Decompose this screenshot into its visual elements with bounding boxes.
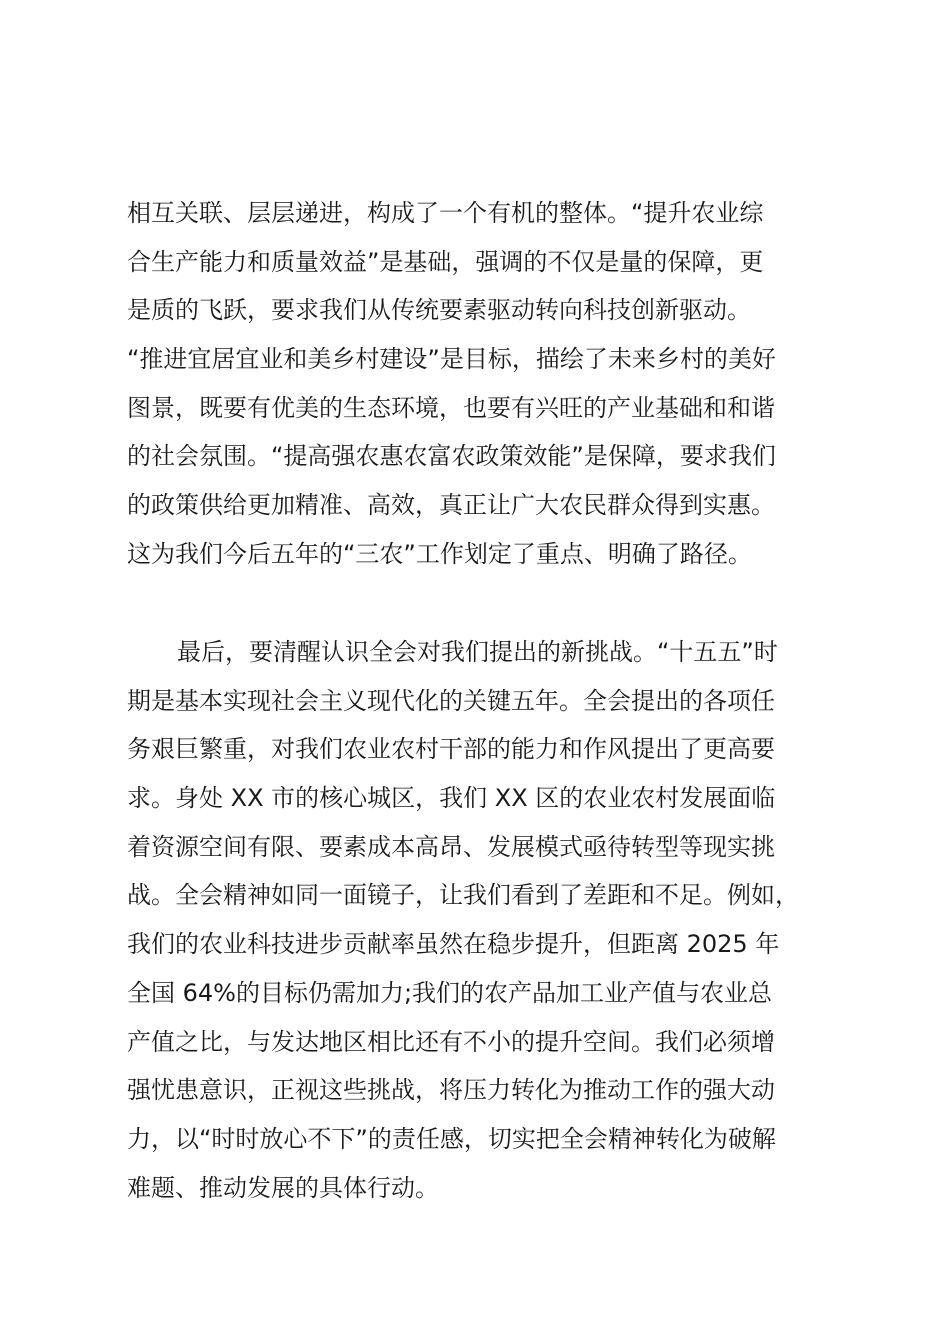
paragraph-line: “推进宜居宜业和美乡村建设”是目标，描绘了未来乡村的美好 xyxy=(127,345,776,374)
paragraph-line: 务艰巨繁重，对我们农业农村干部的能力和作风提出了更高要 xyxy=(127,735,775,764)
paragraph-line: 图景，既要有优美的生态环境，也要有兴旺的产业基础和和谐 xyxy=(127,393,775,422)
paragraph-line: 是质的飞跃，要求我们从传统要素驱动转向科技创新驱动。 xyxy=(127,296,751,325)
paragraph-line: 相互关联、层层递进，构成了一个有机的整体。“提升农业综 xyxy=(127,199,764,227)
paragraph-line: 期是基本实现社会主义现代化的关键五年。全会提出的各项任 xyxy=(127,686,775,715)
paragraph-line: 的社会氛围。“提高强农惠农富农政策效能”是保障，要求我们 xyxy=(127,442,776,471)
paragraph-line: 这为我们今后五年的“三农”工作划定了重点、明确了路径。 xyxy=(127,539,752,568)
paragraph-line: 难题、推动发展的具体行动。 xyxy=(127,1173,439,1202)
paragraph-line: 全国 64%的目标仍需加力;我们的农产品加工业产值与农业总 xyxy=(127,978,773,1007)
paragraph-2 xyxy=(127,628,827,1212)
paragraph-line: 我们的农业科技进步贡献率虽然在稳步提升，但距离 2025 年 xyxy=(127,930,780,959)
paragraph-line: 求。身处 XX 市的核心城区，我们 XX 区的农业农村发展面临 xyxy=(127,784,776,813)
paragraph-line: 强忧患意识，正视这些挑战，将压力转化为推动工作的强大动 xyxy=(127,1076,775,1105)
paragraph-line: 产值之比，与发达地区相比还有不小的提升空间。我们必须增 xyxy=(127,1027,775,1056)
paragraph-1 xyxy=(127,189,827,579)
paragraph-line-first: 最后，要清醒认识全会对我们提出的新挑战。“十五五”时 xyxy=(177,638,778,666)
paragraph-line: 力，以“时时放心不下”的责任感，切实把全会精神转化为破解 xyxy=(127,1124,776,1153)
paragraph-line: 的政策供给更加精准、高效，真正让广大农民群众得到实惠。 xyxy=(127,491,775,520)
paragraph-line: 着资源空间有限、要素成本高昂、发展模式亟待转型等现实挑 xyxy=(127,832,775,861)
paragraph-line: 合生产能力和质量效益”是基础，强调的不仅是量的保障，更 xyxy=(127,247,764,276)
paragraph-line: 战。全会精神如同一面镜子，让我们看到了差距和不足。例如， xyxy=(127,881,799,910)
